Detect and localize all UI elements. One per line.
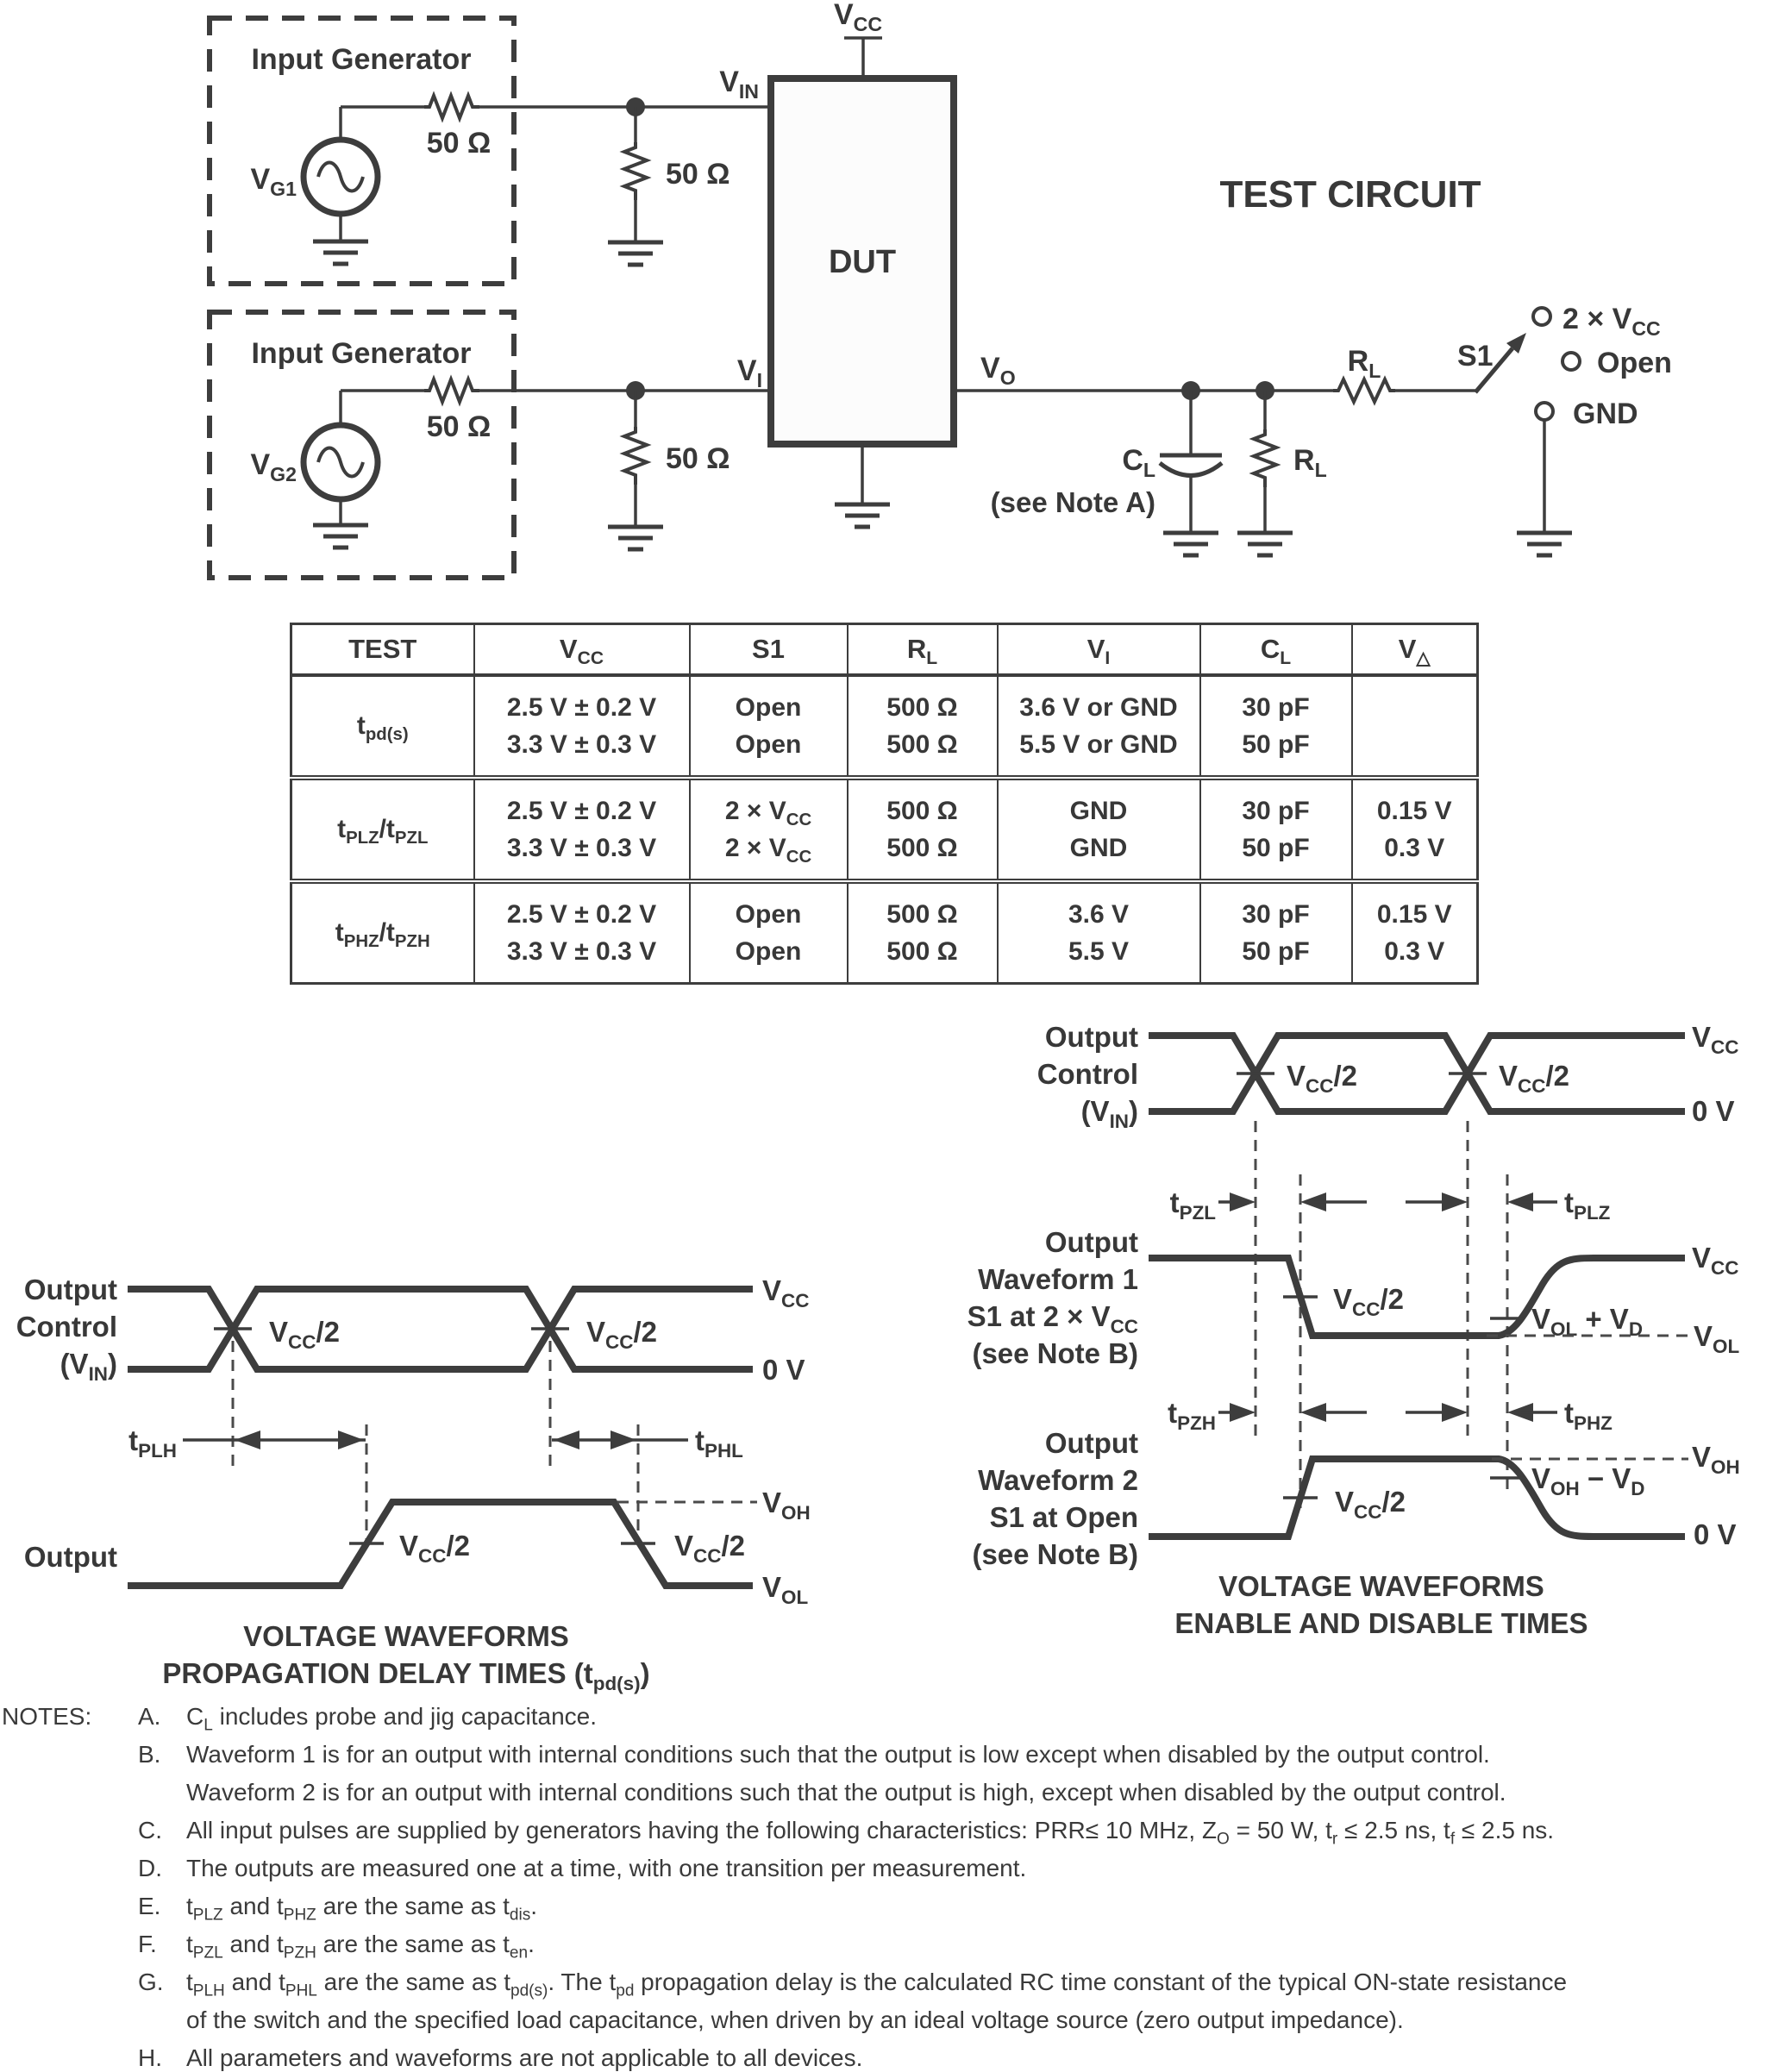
resistor-icon [1254,429,1276,487]
table-cell: 0.15 V 0.3 V [1352,881,1478,984]
note-text: of the switch and the specified load capacitance, when driven by an ideal voltage source (zero output impedance). [186,2006,1404,2033]
table-cell: 2.5 V ± 0.2 V 3.3 V ± 0.3 V [474,675,690,778]
table-cell: 3.6 V or GND 5.5 V or GND [998,675,1200,778]
vcc-supply-label: $V_{CC}$ [833,0,883,35]
vcc-half-label: $V_{CC}/2$ [1499,1060,1569,1097]
generator-1-title: Input Generator [251,43,472,76]
zero-level-label: 0 V [1694,1518,1737,1550]
dut-label: DUT [828,244,897,280]
note-letter: G. [138,1969,164,1995]
table-cell: Open Open [690,881,848,984]
tpzl-tplz-measures [1170,1186,1611,1224]
control-label-line1: Output [1044,1021,1138,1053]
vcc-half-label: $V_{CC}/2$ [1335,1486,1406,1523]
load-capacitor [991,391,1222,555]
note-item [138,1963,1788,2039]
waveform2-label-line3: S1 at Open [989,1501,1138,1533]
table-cell: $2 \times V_{CC}$ $2 \times V_{CC}$ [690,778,848,881]
waveform2-label-line4: (see Note B) [972,1538,1138,1570]
voh-level-label: $V_{OH}$ [1692,1441,1740,1478]
table-cell: $t_{PLZ}/t_{PZL}$ [291,778,474,881]
output-network [954,303,1672,555]
table-cell: 30 pF 50 pF [1200,675,1352,778]
ac-source-icon [304,425,378,499]
ground-icon [1237,533,1293,555]
test-conditions-table [290,623,1479,985]
tplh-measure [128,1424,366,1462]
note-letter: D. [138,1855,162,1881]
control-label-line3: $(V_{IN})$ [1080,1095,1138,1132]
source-vg1-label: $V_{G1}$ [250,163,297,200]
ground-icon [835,504,890,527]
terminal-2xvcc-icon [1533,308,1550,325]
vi-net-label: $V_I$ [736,354,762,391]
input-generator-2 [210,312,514,578]
note-letter: E. [138,1893,161,1919]
table-cell: 2.5 V ± 0.2 V 3.3 V ± 0.3 V [474,778,690,881]
dut-block [771,0,954,527]
table-cell: 30 pF 50 pF [1200,778,1352,881]
resistor-icon [1333,379,1395,402]
vo-net-label: $V_O$ [980,352,1016,389]
notes-section [0,1698,1788,2072]
table-header-row [291,624,1478,676]
switch-s1 [1457,303,1672,555]
zero-level-label: 0 V [762,1354,805,1386]
output-label: Output [23,1541,117,1573]
enable-disable-waveforms [968,1021,1740,1639]
note-letter: H. [138,2044,162,2071]
table-cell: 0.15 V 0.3 V [1352,778,1478,881]
note-letter: A. [138,1703,161,1730]
note-item [138,2039,1788,2072]
table-header: $V_{CC}$ [474,624,690,676]
caption-line2: PROPAGATION DELAY TIMES $(t_{pd(s)})$ [162,1657,650,1694]
table-cell: 500 Ω 500 Ω [848,778,998,881]
capacitor-icon [1160,455,1222,476]
waveform2-label-line1: Output [1044,1427,1138,1459]
table-cell: 500 Ω 500 Ω [848,675,998,778]
note-text: $t_{PLH}$ and $t_{PHL}$ are the same as $t_{pd(s)}$. The $t_{pd}$ propagation delay is the calculated RC time constant of the typical ON-state resistance [186,1969,1568,2000]
tplh-label: $t_{PLH}$ [128,1424,177,1462]
cl-label: $C_L$ [1122,444,1155,481]
ground-icon [313,525,368,548]
arrow-right-icon [1230,1403,1256,1422]
vcc-half-label: $V_{CC}/2$ [1333,1283,1404,1320]
table-cell: $t_{pd(s)}$ [291,675,474,778]
note-text: Waveform 2 is for an output with internal conditions such that the output is high, except when disabled by the output control. [186,1779,1506,1806]
ground-icon [1517,533,1572,555]
s1-position-open: Open [1597,347,1672,379]
resistor-icon [424,96,479,118]
note-text: All input pulses are supplied by generators having the following characteristics: PRR≤ 10 MHz, $Z_O = 50$ W, $t_r \le 2.5$ ns, $t_f \le 2.5$ ns. [186,1817,1555,1849]
input-termination-1 [479,66,771,265]
zero-level-label: 0 V [1692,1095,1735,1127]
input-generator-1 [210,18,514,284]
notes-heading: NOTES: [2,1703,92,1730]
note-item [138,1887,1788,1925]
rl-series-label: $R_L$ [1347,345,1381,382]
arrow-right-icon [338,1430,364,1449]
load-resistor-series [1333,345,1475,402]
resistor-icon [624,142,647,200]
note-text: Waveform 1 is for an output with internal conditions such that the output is low except when disabled by the output control. [186,1741,1490,1768]
caption-line2: ENABLE AND DISABLE TIMES [1174,1607,1588,1639]
table-row [291,778,1478,881]
vcc-half-label: $V_{CC}/2$ [269,1316,340,1353]
vcc-half-label: $V_{CC}/2$ [586,1316,657,1353]
terminal-gnd-icon [1536,403,1553,420]
ground-icon [608,527,663,549]
ground-icon [313,241,368,264]
resistor-icon [424,379,479,402]
control-label-line3: $(V_{IN})$ [59,1348,117,1385]
tpzh-label: $t_{PZH}$ [1168,1397,1216,1434]
caption-line1: VOLTAGE WAVEFORMS [1218,1570,1544,1602]
vcc-level-label: $V_{CC}$ [1692,1021,1739,1058]
waveform2-label-line2: Waveform 2 [978,1464,1138,1496]
tpzl-label: $t_{PZL}$ [1169,1186,1216,1224]
rl-shunt-label: $R_L$ [1293,444,1327,481]
generator-2-title: Input Generator [251,337,472,370]
input-termination-2 [479,354,771,549]
table-cell: Open Open [690,675,848,778]
control-label-line1: Output [23,1274,117,1305]
caption-line1: VOLTAGE WAVEFORMS [243,1620,569,1652]
resistor-icon [624,427,647,485]
cl-note-label: (see Note A) [990,486,1155,518]
voh-minus-vd-label: $V_{OH} - V_D$ [1531,1462,1645,1499]
arrow-right-icon [1230,1192,1256,1211]
note-text: $t_{PLZ}$ and $t_{PHZ}$ are the same as $t_{dis}$. [186,1893,538,1925]
waveform1-label-line1: Output [1044,1226,1138,1258]
waveform1-label-line2: Waveform 1 [978,1263,1138,1295]
terminal-open-icon [1562,353,1580,370]
s1-label: S1 [1457,340,1494,372]
table-cell: GND GND [998,778,1200,881]
vcc-half-label: $V_{CC}/2$ [1287,1060,1357,1097]
ground-icon [1163,533,1218,555]
arrow-left-icon [235,1430,260,1449]
note-letter: F. [138,1931,157,1957]
table-cell: 30 pF 50 pF [1200,881,1352,984]
shunt-resistor-1-label: 50 Ω [666,158,730,191]
ac-source-icon [304,140,378,214]
test-circuit-diagram [210,0,1672,578]
ground-icon [608,242,663,265]
note-text: $C_L$ includes probe and jig capacitance. [186,1703,598,1735]
load-resistor-shunt [1237,391,1327,555]
vol-level-label: $V_{OL}$ [1694,1320,1740,1357]
arrow-right-icon [1442,1403,1468,1422]
vol-plus-vd-label: $V_{OL} + V_D$ [1531,1303,1644,1340]
control-label-line2: Control [1036,1058,1138,1090]
note-item [138,1850,1788,1887]
s1-position-2xvcc: $2 \times V_{CC}$ [1562,303,1661,340]
waveform1-label-line3: S1 at $2 \times V_{CC}$ [967,1300,1138,1337]
table-cell: 2.5 V ± 0.2 V 3.3 V ± 0.3 V [474,881,690,984]
table-header: $R_L$ [848,624,998,676]
vcc-half-label: $V_{CC}/2$ [674,1530,745,1567]
vcc-level-label: $V_{CC}$ [762,1274,810,1311]
table-row [291,881,1478,984]
table-header: $V_\triangle$ [1352,624,1478,676]
waveform1-label-line4: (see Note B) [972,1337,1138,1369]
table-cell: 3.6 V 5.5 V [998,881,1200,984]
note-text: All parameters and waveforms are not applicable to all devices. [186,2044,863,2071]
vin-waveform-trace [1149,1036,1685,1111]
series-resistor-1-label: 50 Ω [426,127,492,160]
vcc-half-label: $V_{CC}/2$ [399,1530,470,1567]
note-item [138,1698,1788,1736]
prop-delay-waveforms [16,1274,811,1694]
tpzh-tphz-measures [1168,1397,1613,1434]
note-text: The outputs are measured one at a time, with one transition per measurement. [186,1855,1027,1881]
vol-level-label: $V_{OL}$ [762,1571,809,1608]
note-letter: B. [138,1741,161,1768]
vcc-level-label: $V_{CC}$ [1692,1242,1739,1279]
note-item [138,1812,1788,1850]
table-cell: $t_{PHZ}/t_{PZH}$ [291,881,474,984]
tphl-label: $t_{PHL}$ [695,1424,743,1462]
tphz-label: $t_{PHZ}$ [1564,1397,1613,1434]
table-cell [1352,675,1478,778]
series-resistor-2-label: 50 Ω [426,410,492,443]
source-vg2-label: $V_{G2}$ [250,448,297,485]
voh-level-label: $V_{OH}$ [762,1487,811,1524]
note-text: $t_{PZL}$ and $t_{PZH}$ are the same as $t_{en}$. [186,1931,535,1962]
vin-net-label: $V_{IN}$ [719,66,759,103]
note-item [138,1736,1788,1812]
vin-waveform-trace [1149,1036,1685,1111]
s1-position-gnd: GND [1573,397,1638,430]
arrow-right-icon [1442,1192,1468,1211]
arrow-left-icon [554,1430,579,1449]
test-circuit-title: TEST CIRCUIT [1219,173,1481,216]
shunt-resistor-2-label: 50 Ω [666,442,730,475]
tphl-measure [552,1424,743,1462]
output-waveform-trace [128,1502,753,1586]
arrow-right-icon [611,1430,636,1449]
note-letter: C. [138,1817,162,1844]
table-row [291,675,1478,778]
table-header: TEST [291,624,474,676]
tplz-label: $t_{PLZ}$ [1564,1186,1611,1224]
table-cell: 500 Ω 500 Ω [848,881,998,984]
note-item [138,1925,1788,1963]
table-header: S1 [690,624,848,676]
table-header: $C_L$ [1200,624,1352,676]
table-header: $V_I$ [998,624,1200,676]
control-label-line2: Control [16,1311,117,1343]
